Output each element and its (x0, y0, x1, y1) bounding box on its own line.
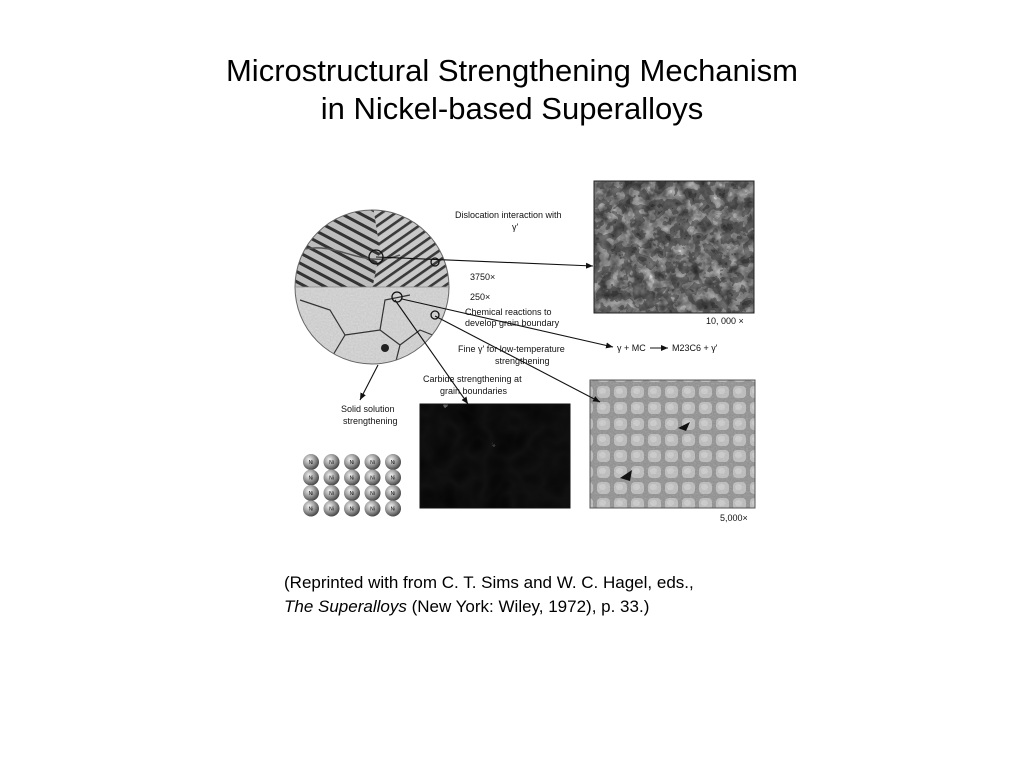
reference-caption (284, 571, 844, 619)
mag-label-3750: 3750× (470, 272, 496, 282)
label-chemical-line-2: develop grain boundary (465, 318, 560, 328)
atom-symbol: Ni (370, 506, 375, 513)
caption-line-1: (Reprinted with from C. T. Sims and W. C. Hagel, eds., (284, 573, 694, 592)
atom-symbol: Ni (390, 475, 396, 482)
atom-symbol: Ni (329, 475, 334, 482)
label-carbide-line-2: grain boundaries (440, 386, 508, 396)
label-carbide-line-1: Carbide strengthening at (423, 374, 522, 384)
micrograph-top-right-10000x (594, 181, 754, 313)
slide-title-line-2: in Nickel-based Superalloys (320, 91, 704, 126)
atom-symbol: Ni (329, 506, 334, 513)
atom-lattice (303, 454, 401, 517)
atom-symbol: Ni (370, 460, 375, 466)
atom-symbol: Ni (349, 475, 355, 482)
slide-title-line-1: Microstructural Strengthening Mechanism (225, 53, 799, 88)
atom-symbol: Ni (370, 491, 375, 497)
label-chemical-line-1: Chemical reactions to (465, 307, 552, 317)
atom-symbol: Ni (390, 460, 396, 466)
reaction-right: M23C6 + γ' (672, 343, 718, 353)
atom-symbol: Ni (390, 491, 396, 497)
mag-label-5000: 5,000× (720, 513, 748, 523)
label-dislocation-line-1: Dislocation interaction with (455, 210, 562, 220)
micrograph-circle-top-3750x (290, 200, 460, 290)
label-fine-gamma-line-2: strengthening (495, 356, 550, 366)
atom-symbol: Ni (349, 491, 355, 497)
reaction-left: γ + MC (617, 343, 646, 353)
caption-book-title: The Superalloys (284, 597, 407, 616)
micrograph-bottom-right-5000x (590, 380, 755, 508)
arrow-to-solid-solution (360, 365, 378, 400)
atom-symbol: Ni (390, 506, 396, 513)
atom-symbol: Ni (308, 475, 314, 482)
caption-publication-details: (New York: Wiley, 1972), p. 33.) (406, 597, 650, 616)
label-dislocation-line-2: γ' (512, 222, 519, 232)
atom-symbol: Ni (329, 491, 334, 497)
micrograph-bottom-left-carbides (420, 404, 570, 508)
mag-label-250: 250× (470, 292, 491, 302)
micrograph-circle-bottom-250x (290, 287, 460, 367)
caption-line-2 (284, 595, 844, 619)
atom-symbol: Ni (329, 460, 334, 466)
atom-symbol: Ni (349, 506, 355, 513)
atom-symbol: Ni (308, 506, 314, 513)
label-solid-solution-line-2: strengthening (343, 416, 398, 426)
mag-label-10000: 10, 000 × (706, 316, 744, 326)
label-solid-solution-line-1: Solid solution (341, 404, 395, 414)
atom-symbol: Ni (370, 475, 375, 482)
atom-symbol: Ni (308, 491, 314, 497)
label-fine-gamma-line-1: Fine γ' for low-temperature (458, 344, 565, 354)
micrograph-circle (290, 200, 460, 367)
atom-symbol: Ni (308, 460, 314, 466)
atom-symbol: Ni (349, 460, 355, 466)
